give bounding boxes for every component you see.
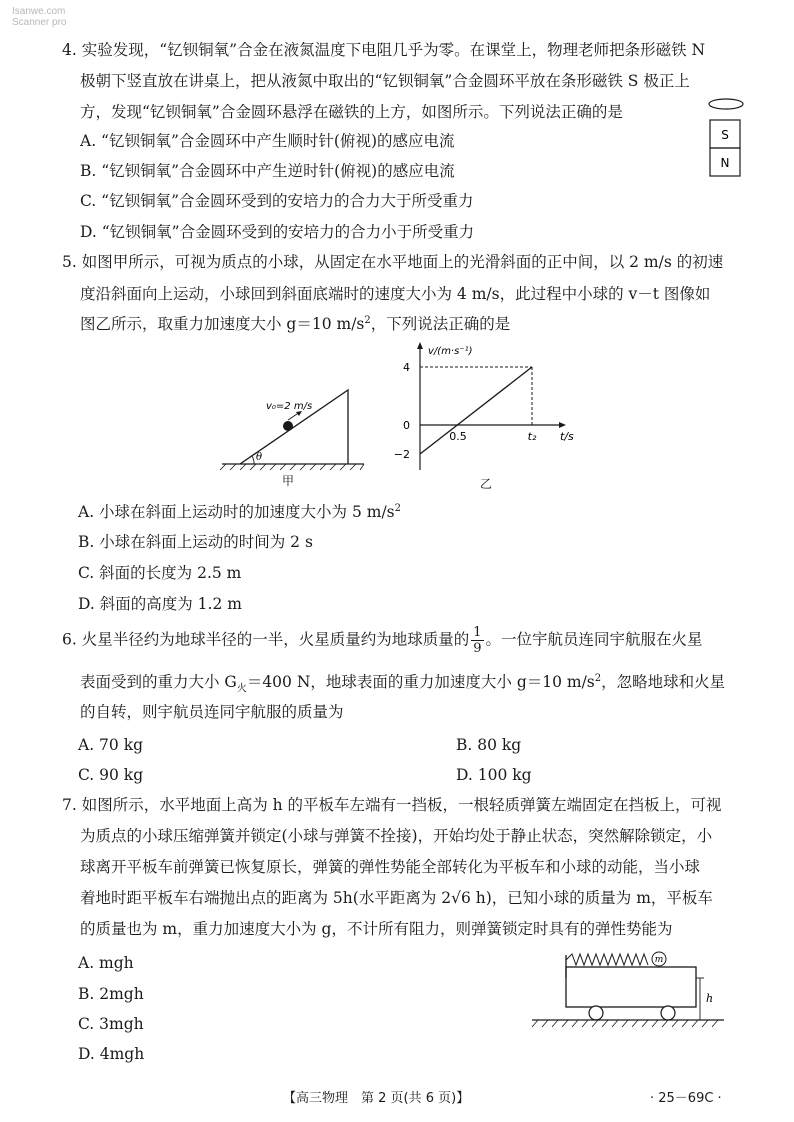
q5-stem-line1: 5. 如图甲所示，可视为质点的小球，从固定在水平地面上的光滑斜面的正中间，以 2 m/s 的初速 [62,253,724,271]
t-axis-label: t/s [560,430,574,443]
q5-incline-figure [218,378,368,488]
q7-stem-line5: 的质量也为 m，重力加速度大小为 g，不计所有阻力，则弹簧锁定时具有的弹性势能为 [80,920,673,938]
tick-y-0: 0 [403,419,410,432]
q6-l2-sub: 火 [236,683,247,695]
magnet-n-label: N [720,156,730,170]
q5-option-d: D. 斜面的高度为 1.2 m [78,595,242,613]
q7-option-d: D. 4mgh [78,1045,145,1063]
magnet-s-label: S [721,128,729,142]
wheel-right [661,1006,675,1020]
q7-stem-line2: 为质点的小球压缩弹簧并锁定(小球与弹簧不拴接)，开始均处于静止状态，突然解除锁定，小 [80,827,713,845]
fig-jia-label: 甲 [282,474,295,488]
q7-stem-line4: 着地时距平板车右端抛出点的距离为 5h(水平距离为 2√6 h)，已知小球的质量为 m，平板车 [80,889,713,907]
q6-option-c: C. 90 kg [78,766,144,784]
q4-stem-line2: 极朝下竖直放在讲桌上，把从液氮中取出的“钇钡铜氧”合金圆环平放在条形磁铁 S 极正上 [80,72,690,90]
q5-vt-graph [372,340,592,480]
frac-numerator: 1 [473,625,482,640]
watermark-line2: Scanner pro [12,17,67,28]
q5-a-pre: A. 小球在斜面上运动时的加速度大小为 5 m/s [78,503,395,522]
t-axis-arrow [559,422,566,428]
q7-option-b: B. 2mgh [78,985,144,1003]
q6-stem-line2 [80,674,725,694]
tick-y-neg2: −2 [393,448,410,461]
q6-l1-post: 。一位宇航员连同宇航服在火星 [485,630,703,649]
v0-label: v₀=2 m/s [266,401,313,412]
v-axis-arrow [417,342,423,349]
q5-stem-line2: 度沿斜面向上运动，小球回到斜面底端时的速度大小为 4 m/s，此过程中小球的 v－t 图像如 [80,285,711,303]
q6-option-a: A. 70 kg [78,736,144,754]
q6-option-b: B. 80 kg [456,736,522,754]
q4-option-d: D. “钇钡铜氧”合金圆环受到的安培力的合力小于所受重力 [80,223,475,241]
q4-option-a: A. “钇钡铜氧”合金圆环中产生顺时针(俯视)的感应电流 [80,132,455,150]
scanner-watermark [12,6,66,28]
paper-code: · 25－69C · [650,1091,722,1106]
q7-cart-figure [528,950,728,1040]
watermark-line1: Isanwe.com [12,6,66,17]
q7-option-a: A. mgh [78,954,134,972]
fraction-one-ninth [471,626,483,655]
q6-l2-pre: 表面受到的重力大小 G [80,673,237,692]
q4-stem-line3: 方，发现“钇钡铜氧”合金圆环悬浮在磁铁的上方，如图所示。下列说法正确的是 [80,103,623,121]
q6-l2-sup: 2 [594,673,602,684]
q5-option-c: C. 斜面的长度为 2.5 m [78,564,242,582]
q5-l3-sup: 2 [364,315,371,326]
q6-l2-mid: ＝400 N，地球表面的重力加速度大小 g＝10 m/s [246,673,595,692]
q5-option-a [78,504,401,521]
tick-x-t2: t₂ [527,430,537,443]
q6-l1-pre: 6. 火星半径约为地球半径的一半，火星质量约为地球质量的 [62,630,470,649]
q7-stem-line3: 球离开平板车前弹簧已恢复原长，弹簧的弹性势能全部转化为平板车和小球的动能，当小球 [80,858,701,876]
ball [283,421,293,431]
q6-option-d: D. 100 kg [456,766,532,784]
vt-line [420,367,532,454]
q7-ground-hatch [532,1020,718,1027]
q7-stem-line1: 7. 如图所示，水平地面上高为 h 的平板车左端有一挡板，一根轻质弹簧左端固定在挡板上，可视 [62,796,722,814]
q4-option-c: C. “钇钡铜氧”合金圆环受到的安培力的合力大于所受重力 [80,192,474,210]
q7-option-c: C. 3mgh [78,1015,144,1033]
tick-y-4: 4 [403,361,410,374]
frac-denominator: 9 [473,641,482,656]
tick-x-0-5: 0.5 [449,430,467,443]
alloy-ring [709,99,743,109]
q6-stem-line3: 的自转，则宇航员连同宇航服的质量为 [80,703,344,721]
q5-option-b: B. 小球在斜面上运动的时间为 2 s [78,533,313,551]
page-footer: 【高三物理 第 2 页(共 6 页)】 [283,1091,470,1106]
q5-stem-line3 [80,316,510,333]
q5-l3-post: ，下列说法正确的是 [370,315,511,334]
spring [566,954,648,965]
theta-label: θ [256,452,263,463]
q5-a-sup: 2 [394,503,402,514]
v-axis-label: v/(m·s⁻¹) [428,346,473,357]
q4-magnet-figure [700,92,760,182]
q4-option-b: B. “钇钡铜氧”合金圆环中产生逆时针(俯视)的感应电流 [80,162,455,180]
fig-yi-label: 乙 [480,477,493,491]
height-h-label: h [706,992,714,1005]
ground-hatch [220,464,364,470]
wheel-left [589,1006,603,1020]
q5-l3-pre: 图乙所示，取重力加速度大小 g＝10 m/s [80,315,365,334]
cart-body [566,967,696,1007]
q6-l2-post: ，忽略地球和火星 [601,673,726,692]
q6-stem-line1 [62,626,703,655]
ball-m-label: m [654,955,664,965]
q4-stem-line1: 4. 实验发现，“钇钡铜氧”合金在液氮温度下电阻几乎为零。在课堂上，物理老师把条形磁铁 N [62,41,706,59]
theta-arc [252,456,254,464]
